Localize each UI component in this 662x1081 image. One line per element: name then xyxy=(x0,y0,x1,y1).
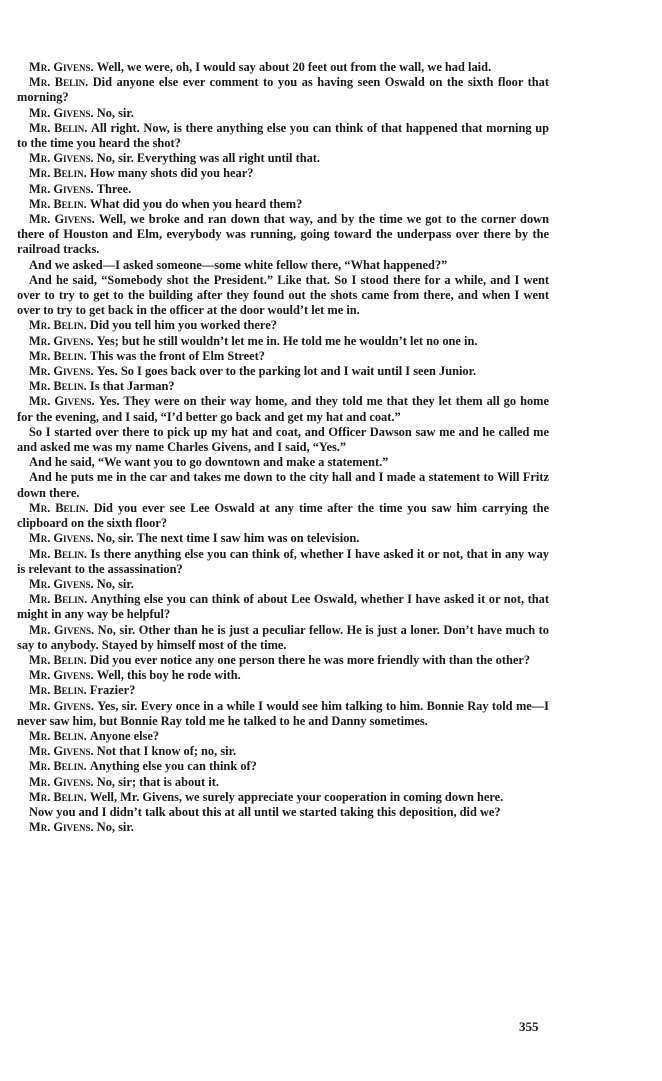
speaker-label: Mr. Givens. xyxy=(29,181,94,196)
paragraph-text: Did anyone else ever comment to you as having seen Oswald on the sixth floor that morning? xyxy=(17,75,549,105)
testimony-paragraph xyxy=(17,577,549,592)
testimony-paragraph xyxy=(17,547,549,577)
speaker-label: Mr. Givens. xyxy=(29,668,94,683)
testimony-paragraph xyxy=(17,531,549,546)
testimony-paragraph xyxy=(17,166,549,181)
testimony-paragraph xyxy=(17,470,549,500)
testimony-paragraph xyxy=(17,60,549,75)
speaker-label: Mr. Givens. xyxy=(29,531,94,546)
paragraph-text: Did you ever see Lee Oswald at any time after the time you saw him carrying the clipboard on the sixth floor? xyxy=(17,500,549,531)
paragraph-text: And he said, “We want you to go downtown and make a statement.” xyxy=(29,455,389,470)
speaker-label: Mr. Belin. xyxy=(29,120,88,135)
testimony-paragraph xyxy=(17,699,549,729)
testimony-paragraph xyxy=(17,455,549,470)
speaker-label: Mr. Belin. xyxy=(29,728,87,743)
paragraph-text: Frazier? xyxy=(89,683,136,698)
speaker-label: Mr. Belin. xyxy=(29,546,88,561)
paragraph-text: How many shots did you hear? xyxy=(89,166,254,181)
testimony-paragraph xyxy=(17,334,549,349)
testimony-paragraph xyxy=(17,668,549,683)
paragraph-text: Now you and I didn’t talk about this at all until we started taking this deposition, did we? xyxy=(29,804,501,819)
paragraph-text: What did you do when you heard them? xyxy=(89,196,303,211)
paragraph-text: No, sir. xyxy=(96,105,134,120)
testimony-paragraph xyxy=(17,729,549,744)
speaker-label: Mr. Belin. xyxy=(29,759,87,774)
paragraph-text: Anyone else? xyxy=(89,728,160,743)
paragraph-text: So I started over there to pick up my hat and coat, and Officer Dawson saw me and he called me and asked me was my name Charles Givens, and I said, “Yes.” xyxy=(17,424,549,455)
testimony-paragraph xyxy=(17,349,549,364)
testimony-paragraph xyxy=(17,379,549,394)
testimony-paragraph xyxy=(17,790,549,805)
speaker-label: Mr. Belin. xyxy=(29,166,87,181)
paragraph-text: Well, we were, oh, I would say about 20 feet out from the wall, we had laid. xyxy=(96,60,492,74)
speaker-label: Mr. Belin. xyxy=(29,196,87,211)
speaker-label: Mr. Belin. xyxy=(29,500,89,515)
speaker-label: Mr. Givens. xyxy=(29,60,94,74)
testimony-paragraph xyxy=(17,151,549,166)
speaker-label: Mr. Givens. xyxy=(29,151,94,166)
speaker-label: Mr. Belin. xyxy=(29,683,87,698)
speaker-label: Mr. Belin. xyxy=(29,318,87,333)
speaker-label: Mr. Givens. xyxy=(29,820,94,835)
paragraph-text: No, sir. xyxy=(96,820,134,835)
testimony-paragraph xyxy=(17,759,549,774)
speaker-label: Mr. Givens. xyxy=(29,364,94,379)
testimony-paragraph xyxy=(17,394,549,424)
paragraph-text: Yes; but he still wouldn’t let me in. He told me he wouldn’t let no one in. xyxy=(96,333,478,348)
testimony-paragraph xyxy=(17,501,549,531)
speaker-label: Mr. Givens. xyxy=(29,333,94,348)
speaker-label: Mr. Belin. xyxy=(29,379,87,394)
speaker-label: Mr. Givens. xyxy=(29,698,94,713)
speaker-label: Mr. Givens. xyxy=(29,576,94,591)
paragraph-text: No, sir. xyxy=(96,576,134,591)
paragraph-text: This was the front of Elm Street? xyxy=(89,348,265,363)
paragraph-text: Yes. They were on their way home, and they told me that they let them all go home for the evening, and I said, “I’d better go back and get my hat and coat.” xyxy=(17,394,549,424)
paragraph-text: No, sir. Other than he is just a peculiar fellow. He is just a loner. Don’t have much to say to anybody. Stayed by himself most of the time. xyxy=(17,622,549,652)
paragraph-text: Did you ever notice any one person there he was more friendly with than the other? xyxy=(89,652,531,667)
speaker-label: Mr. Givens. xyxy=(29,105,94,120)
testimony-paragraph xyxy=(17,273,549,319)
paragraph-text: Anything else you can think of? xyxy=(89,759,257,774)
paragraph-text: And he said, “Somebody shot the President.” Like that. So I stood there for a while, and I went over to try to get to the building after they found out the shots came from there, and when I went over to try to get back in the officer at the door would’t let me in. xyxy=(17,272,549,318)
testimony-paragraph xyxy=(17,592,549,622)
paragraph-text: Not that I know of; no, sir. xyxy=(96,744,237,759)
page-number: 355 xyxy=(519,1019,539,1034)
speaker-label: Mr. Givens. xyxy=(29,212,95,227)
testimony-paragraph xyxy=(17,182,549,197)
speaker-label: Mr. Belin. xyxy=(29,789,87,804)
paragraph-text: No, sir. Everything was all right until that. xyxy=(96,151,321,166)
testimony-paragraph xyxy=(17,623,549,653)
testimony-paragraph xyxy=(17,258,549,273)
paragraph-text: Did you tell him you worked there? xyxy=(89,318,277,333)
paragraph-text: Is that Jarman? xyxy=(89,379,175,394)
paragraph-text: Well, Mr. Givens, we surely appreciate your cooperation in coming down here. xyxy=(89,789,504,804)
testimony-paragraph xyxy=(17,820,549,835)
paragraph-text: No, sir. The next time I saw him was on television. xyxy=(96,531,360,546)
paragraph-text: Well, this boy he rode with. xyxy=(96,668,241,683)
speaker-label: Mr. Belin. xyxy=(29,75,89,90)
testimony-paragraph xyxy=(17,318,549,333)
paragraph-text: Is there anything else you can think of, whether I have asked it or not, that in any way is relevant to the assassination? xyxy=(17,546,549,576)
testimony-paragraph xyxy=(17,775,549,790)
testimony-paragraph xyxy=(17,425,549,455)
speaker-label: Mr. Givens. xyxy=(29,774,94,789)
speaker-label: Mr. Givens. xyxy=(29,622,95,637)
testimony-paragraph xyxy=(17,805,549,820)
paragraph-text: Yes, sir. Every once in a while I would see him talking to him. Bonnie Ray told me—I never saw him, but Bonnie Ray told me he talked to he and Danny sometimes. xyxy=(17,698,549,728)
testimony-paragraph xyxy=(17,744,549,759)
testimony-paragraph xyxy=(17,683,549,698)
testimony-paragraph xyxy=(17,75,549,105)
testimony-page xyxy=(17,60,549,835)
paragraph-text: Anything else you can think of about Lee Oswald, whether I have asked it or not, that might in any way be helpful? xyxy=(17,592,549,622)
paragraph-text: And he puts me in the car and takes me down to the city hall and I made a statement to Will Fritz down there. xyxy=(17,470,549,500)
speaker-label: Mr. Givens. xyxy=(29,394,95,409)
paragraph-text: No, sir; that is about it. xyxy=(96,774,219,789)
speaker-label: Mr. Belin. xyxy=(29,652,87,667)
paragraph-text: Yes. So I goes back over to the parking lot and I wait until I seen Junior. xyxy=(96,364,477,379)
testimony-paragraph xyxy=(17,364,549,379)
testimony-paragraph xyxy=(17,106,549,121)
testimony-paragraph xyxy=(17,121,549,151)
speaker-label: Mr. Belin. xyxy=(29,348,87,363)
speaker-label: Mr. Givens. xyxy=(29,744,94,759)
paragraph-text: All right. Now, is there anything else you can think of that happened that morning up to the time you heard the shot? xyxy=(17,120,549,151)
testimony-paragraph xyxy=(17,653,549,668)
testimony-paragraph xyxy=(17,197,549,212)
speaker-label: Mr. Belin. xyxy=(29,592,88,607)
paragraph-text: Three. xyxy=(96,181,132,196)
paragraph-text: And we asked—I asked someone—some white fellow there, “What happened?” xyxy=(29,257,448,272)
testimony-paragraph xyxy=(17,212,549,258)
paragraph-text: Well, we broke and ran down that way, and by the time we got to the corner down there of Houston and Elm, everybody was running, going toward the underpass over there by the railroad tracks. xyxy=(17,212,549,257)
